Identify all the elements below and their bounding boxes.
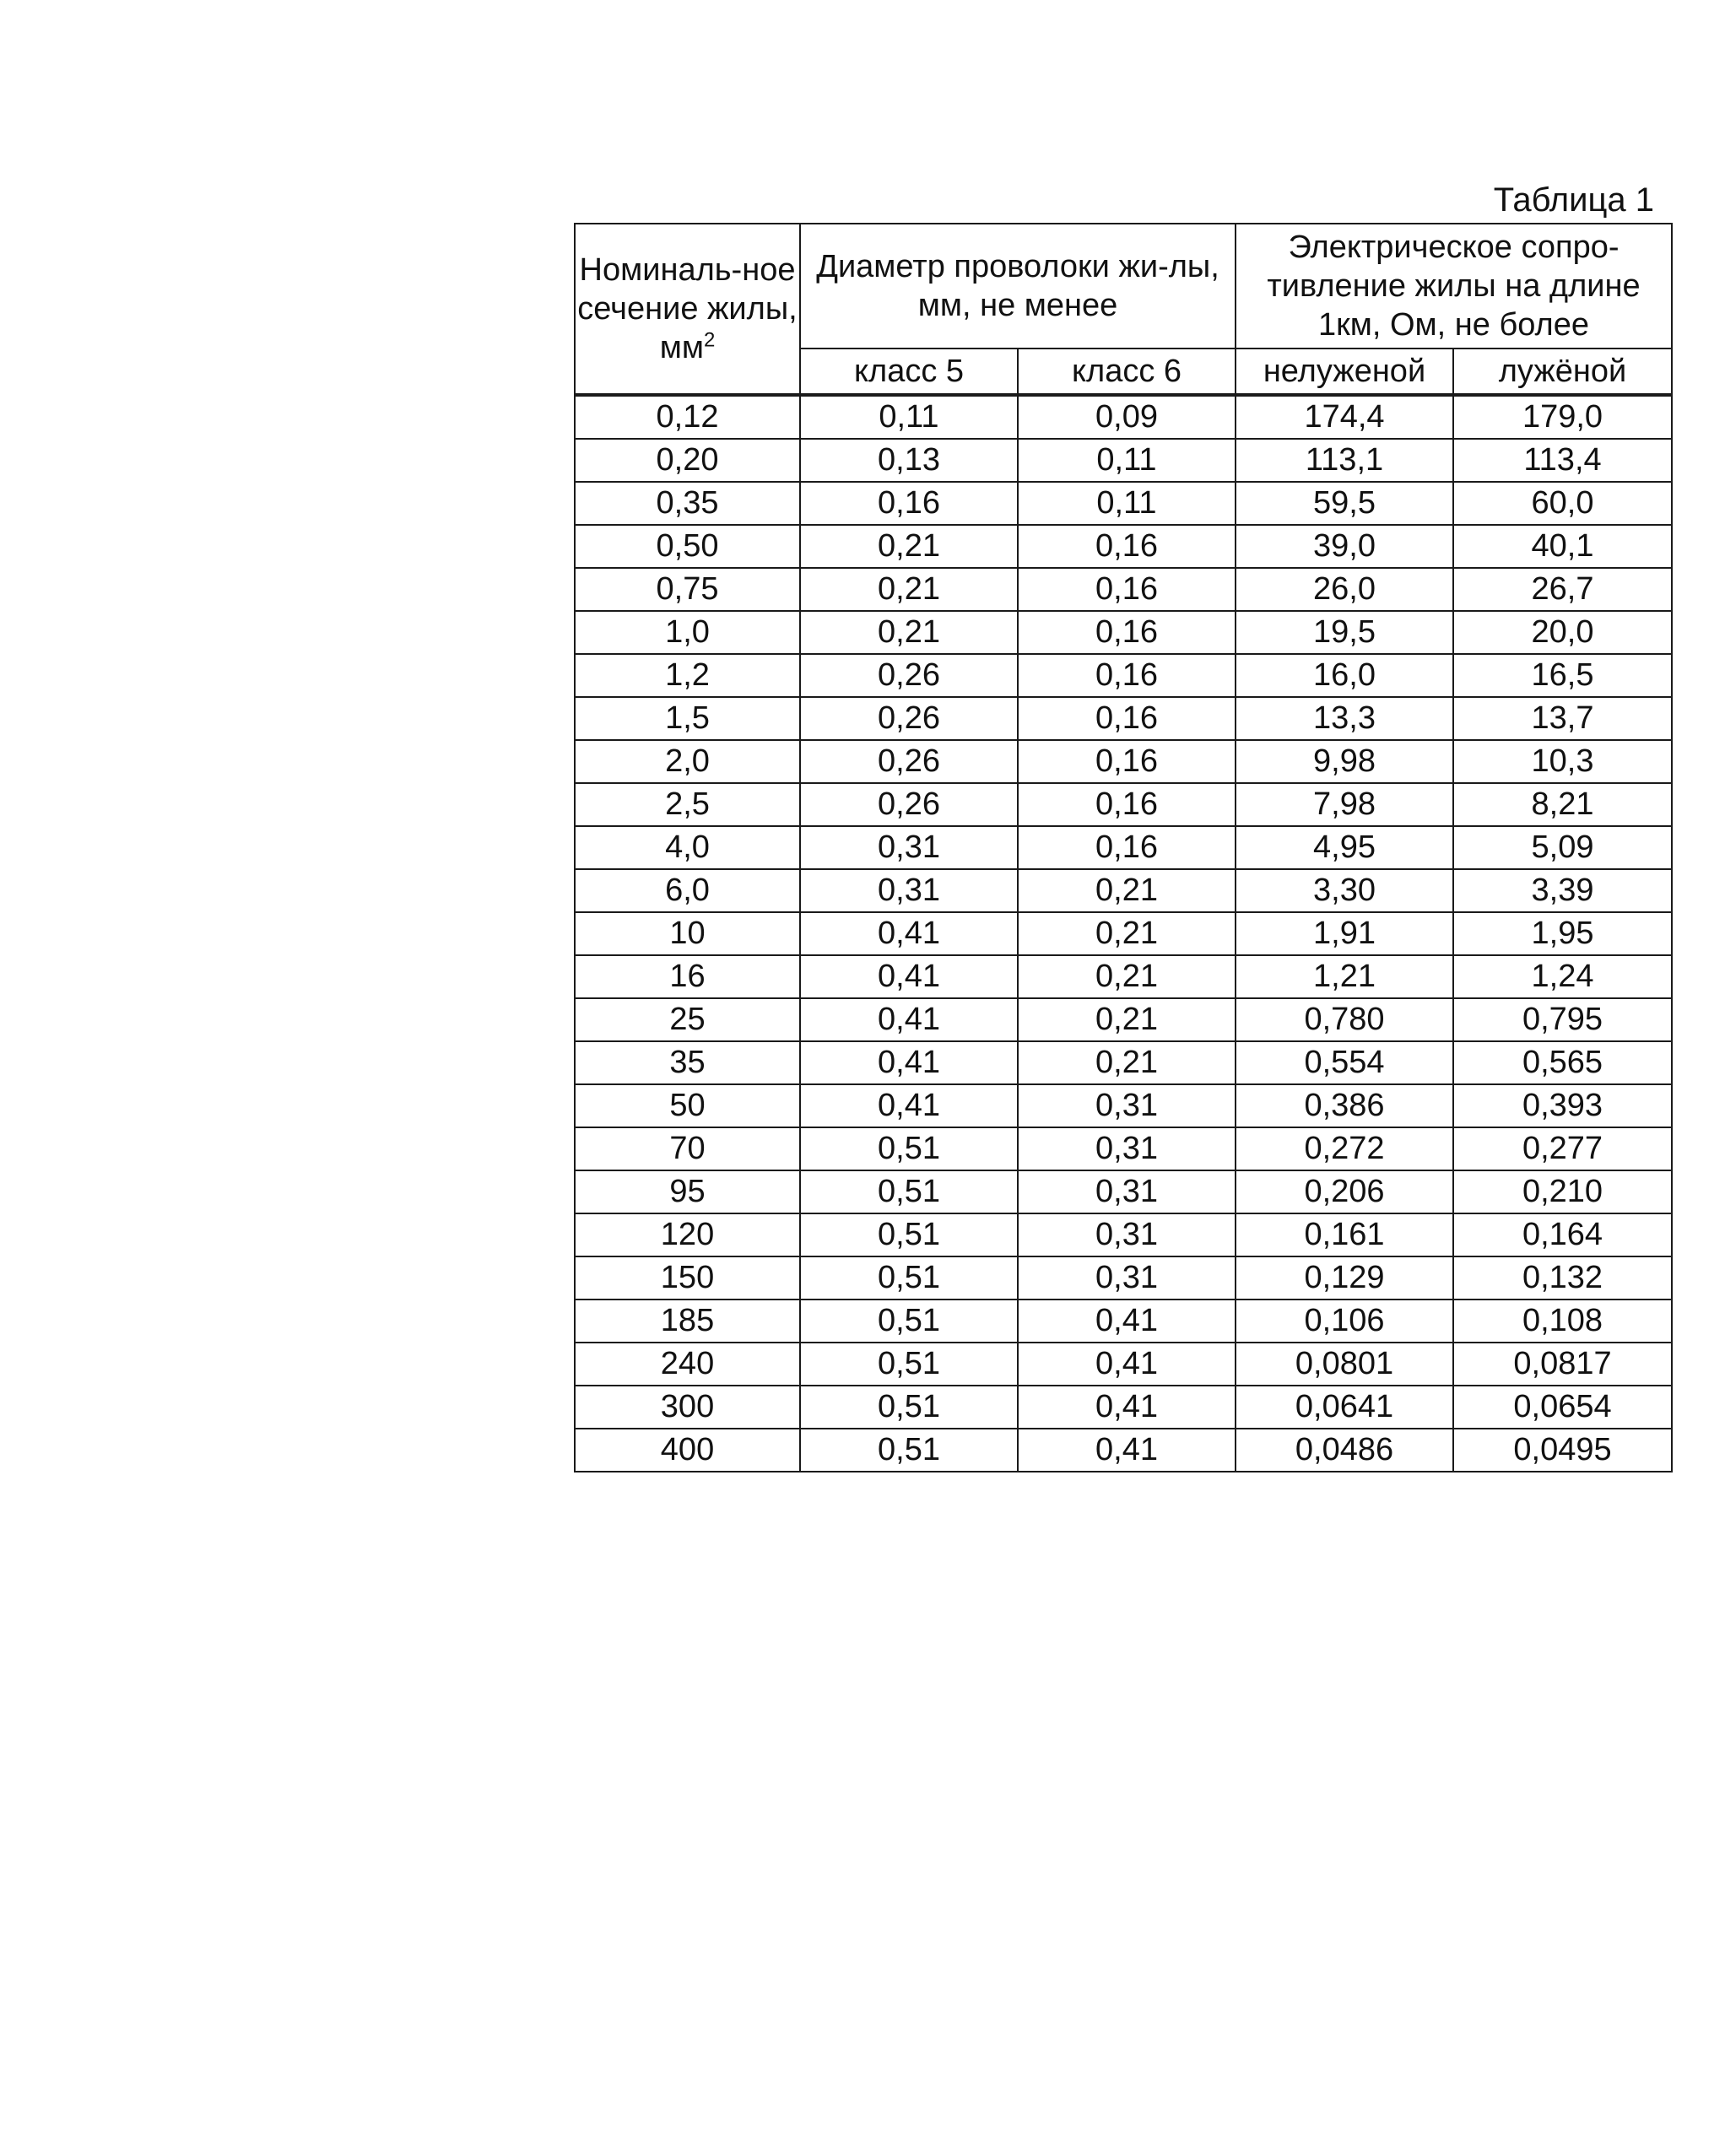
cell-untinned: 13,3	[1236, 697, 1453, 740]
cell-tinned: 0,393	[1453, 1084, 1672, 1127]
cell-class-6: 0,21	[1018, 869, 1236, 912]
cell-nominal-section: 0,35	[575, 482, 800, 525]
cell-class-5: 0,31	[800, 826, 1018, 869]
table-row	[575, 998, 1672, 1041]
cell-tinned: 0,132	[1453, 1256, 1672, 1300]
cell-class-5: 0,41	[800, 912, 1018, 955]
cell-tinned: 0,0654	[1453, 1386, 1672, 1429]
cell-class-6: 0,21	[1018, 912, 1236, 955]
table-row	[575, 1127, 1672, 1170]
cell-nominal-section: 6,0	[575, 869, 800, 912]
cell-untinned: 9,98	[1236, 740, 1453, 783]
cell-class-5: 0,26	[800, 740, 1018, 783]
cell-nominal-section: 1,0	[575, 611, 800, 654]
cell-untinned: 1,91	[1236, 912, 1453, 955]
cell-untinned: 0,0641	[1236, 1386, 1453, 1429]
cell-untinned: 3,30	[1236, 869, 1453, 912]
cell-class-6: 0,31	[1018, 1084, 1236, 1127]
table-row	[575, 1170, 1672, 1213]
cell-class-6: 0,11	[1018, 482, 1236, 525]
table-row	[575, 1084, 1672, 1127]
cell-tinned: 0,795	[1453, 998, 1672, 1041]
wire-spec-table	[574, 223, 1673, 1472]
header-nominal-section	[575, 224, 800, 395]
cell-class-5: 0,11	[800, 395, 1018, 439]
cell-untinned: 16,0	[1236, 654, 1453, 697]
cell-class-6: 0,41	[1018, 1386, 1236, 1429]
cell-class-6: 0,21	[1018, 998, 1236, 1041]
table-row	[575, 525, 1672, 568]
cell-untinned: 7,98	[1236, 783, 1453, 826]
cell-nominal-section: 35	[575, 1041, 800, 1084]
cell-untinned: 0,206	[1236, 1170, 1453, 1213]
header-wire-diameter: Диаметр проволоки жи-лы, мм, не менее	[800, 224, 1236, 349]
table-row	[575, 611, 1672, 654]
cell-class-6: 0,21	[1018, 955, 1236, 998]
header-nominal-text: Номиналь-ное сечение жилы, мм	[577, 252, 798, 365]
cell-untinned: 19,5	[1236, 611, 1453, 654]
cell-tinned: 0,277	[1453, 1127, 1672, 1170]
cell-class-5: 0,26	[800, 654, 1018, 697]
cell-tinned: 8,21	[1453, 783, 1672, 826]
cell-class-6: 0,41	[1018, 1300, 1236, 1343]
table-row	[575, 826, 1672, 869]
cell-tinned: 16,5	[1453, 654, 1672, 697]
cell-class-5: 0,41	[800, 1084, 1018, 1127]
cell-class-6: 0,41	[1018, 1429, 1236, 1472]
table-row	[575, 439, 1672, 482]
cell-class-5: 0,51	[800, 1213, 1018, 1256]
cell-tinned: 0,210	[1453, 1170, 1672, 1213]
cell-nominal-section: 70	[575, 1127, 800, 1170]
cell-class-5: 0,41	[800, 955, 1018, 998]
cell-tinned: 3,39	[1453, 869, 1672, 912]
table-row	[575, 869, 1672, 912]
cell-class-5: 0,51	[800, 1256, 1018, 1300]
header-class-5: класс 5	[800, 349, 1018, 395]
header-tinned: лужёной	[1453, 349, 1672, 395]
cell-tinned: 1,24	[1453, 955, 1672, 998]
cell-class-6: 0,09	[1018, 395, 1236, 439]
cell-class-5: 0,21	[800, 568, 1018, 611]
cell-untinned: 0,129	[1236, 1256, 1453, 1300]
cell-class-6: 0,16	[1018, 740, 1236, 783]
cell-nominal-section: 25	[575, 998, 800, 1041]
cell-tinned: 0,108	[1453, 1300, 1672, 1343]
cell-class-6: 0,16	[1018, 826, 1236, 869]
cell-untinned: 174,4	[1236, 395, 1453, 439]
cell-untinned: 0,161	[1236, 1213, 1453, 1256]
cell-nominal-section: 4,0	[575, 826, 800, 869]
cell-class-6: 0,31	[1018, 1127, 1236, 1170]
cell-class-6: 0,21	[1018, 1041, 1236, 1084]
cell-class-6: 0,16	[1018, 568, 1236, 611]
cell-untinned: 0,0486	[1236, 1429, 1453, 1472]
cell-nominal-section: 50	[575, 1084, 800, 1127]
cell-nominal-section: 2,0	[575, 740, 800, 783]
cell-nominal-section: 150	[575, 1256, 800, 1300]
cell-class-5: 0,51	[800, 1343, 1018, 1386]
cell-untinned: 0,0801	[1236, 1343, 1453, 1386]
cell-untinned: 59,5	[1236, 482, 1453, 525]
table-row	[575, 740, 1672, 783]
cell-class-6: 0,31	[1018, 1213, 1236, 1256]
cell-class-6: 0,41	[1018, 1343, 1236, 1386]
table-row	[575, 1343, 1672, 1386]
cell-class-6: 0,31	[1018, 1170, 1236, 1213]
header-nominal-sup: 2	[703, 328, 716, 352]
cell-class-5: 0,26	[800, 783, 1018, 826]
table-row	[575, 1256, 1672, 1300]
cell-class-5: 0,21	[800, 611, 1018, 654]
cell-class-6: 0,16	[1018, 611, 1236, 654]
cell-tinned: 13,7	[1453, 697, 1672, 740]
table-row	[575, 1386, 1672, 1429]
cell-nominal-section: 240	[575, 1343, 800, 1386]
cell-class-5: 0,31	[800, 869, 1018, 912]
cell-tinned: 40,1	[1453, 525, 1672, 568]
cell-tinned: 5,09	[1453, 826, 1672, 869]
cell-tinned: 0,164	[1453, 1213, 1672, 1256]
cell-nominal-section: 2,5	[575, 783, 800, 826]
table-row	[575, 1041, 1672, 1084]
table-row	[575, 654, 1672, 697]
table-row	[575, 697, 1672, 740]
cell-tinned: 1,95	[1453, 912, 1672, 955]
cell-class-5: 0,51	[800, 1429, 1018, 1472]
cell-class-5: 0,51	[800, 1127, 1018, 1170]
cell-class-6: 0,11	[1018, 439, 1236, 482]
cell-tinned: 20,0	[1453, 611, 1672, 654]
cell-untinned: 4,95	[1236, 826, 1453, 869]
table-row	[575, 1300, 1672, 1343]
table-row	[575, 783, 1672, 826]
cell-class-5: 0,51	[800, 1300, 1018, 1343]
cell-untinned: 0,780	[1236, 998, 1453, 1041]
header-class-6: класс 6	[1018, 349, 1236, 395]
header-resistance: Электрическое сопро-тивление жилы на длине 1км, Ом, не более	[1236, 224, 1672, 349]
cell-tinned: 60,0	[1453, 482, 1672, 525]
cell-nominal-section: 185	[575, 1300, 800, 1343]
table-body	[575, 395, 1672, 1472]
table-row	[575, 955, 1672, 998]
cell-class-6: 0,16	[1018, 525, 1236, 568]
cell-tinned: 179,0	[1453, 395, 1672, 439]
cell-class-5: 0,26	[800, 697, 1018, 740]
cell-class-5: 0,16	[800, 482, 1018, 525]
cell-untinned: 0,554	[1236, 1041, 1453, 1084]
cell-untinned: 0,386	[1236, 1084, 1453, 1127]
table-row	[575, 395, 1672, 439]
cell-untinned: 0,272	[1236, 1127, 1453, 1170]
cell-nominal-section: 10	[575, 912, 800, 955]
cell-nominal-section: 1,2	[575, 654, 800, 697]
cell-nominal-section: 120	[575, 1213, 800, 1256]
cell-class-6: 0,16	[1018, 654, 1236, 697]
cell-class-5: 0,13	[800, 439, 1018, 482]
cell-class-6: 0,31	[1018, 1256, 1236, 1300]
cell-nominal-section: 1,5	[575, 697, 800, 740]
cell-nominal-section: 0,50	[575, 525, 800, 568]
cell-tinned: 26,7	[1453, 568, 1672, 611]
cell-untinned: 0,106	[1236, 1300, 1453, 1343]
cell-class-5: 0,41	[800, 1041, 1018, 1084]
cell-nominal-section: 95	[575, 1170, 800, 1213]
cell-class-5: 0,41	[800, 998, 1018, 1041]
cell-nominal-section: 0,12	[575, 395, 800, 439]
cell-nominal-section: 400	[575, 1429, 800, 1472]
cell-nominal-section: 300	[575, 1386, 800, 1429]
cell-class-5: 0,51	[800, 1170, 1018, 1213]
cell-class-5: 0,21	[800, 525, 1018, 568]
cell-tinned: 10,3	[1453, 740, 1672, 783]
table-row	[575, 568, 1672, 611]
cell-tinned: 113,4	[1453, 439, 1672, 482]
cell-tinned: 0,0495	[1453, 1429, 1672, 1472]
cell-tinned: 0,565	[1453, 1041, 1672, 1084]
cell-untinned: 113,1	[1236, 439, 1453, 482]
cell-nominal-section: 0,20	[575, 439, 800, 482]
cell-untinned: 1,21	[1236, 955, 1453, 998]
cell-class-6: 0,16	[1018, 697, 1236, 740]
table-row	[575, 1429, 1672, 1472]
cell-untinned: 39,0	[1236, 525, 1453, 568]
cell-nominal-section: 16	[575, 955, 800, 998]
table-row	[575, 1213, 1672, 1256]
table-row	[575, 912, 1672, 955]
table-caption: Таблица 1	[1493, 181, 1654, 219]
cell-tinned: 0,0817	[1453, 1343, 1672, 1386]
header-untinned: нелуженой	[1236, 349, 1453, 395]
cell-class-5: 0,51	[800, 1386, 1018, 1429]
cell-untinned: 26,0	[1236, 568, 1453, 611]
cell-nominal-section: 0,75	[575, 568, 800, 611]
table-row	[575, 482, 1672, 525]
cell-class-6: 0,16	[1018, 783, 1236, 826]
